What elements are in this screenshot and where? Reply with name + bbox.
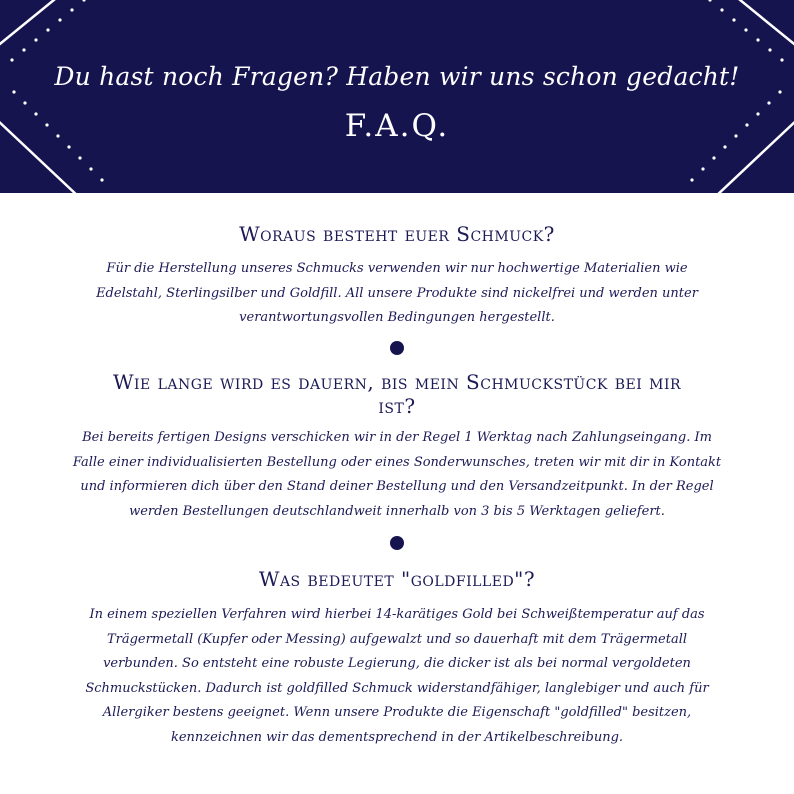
banner-subtitle: Du hast noch Fragen? Haben wir uns schon gedacht! xyxy=(54,62,740,91)
separator-dot xyxy=(390,536,404,550)
banner-ornament-lines xyxy=(0,0,794,193)
separator-dot xyxy=(390,341,404,355)
faq-question-2: Wie lange wird es dauern, bis mein Schmuckstück bei mir ist? xyxy=(112,370,682,418)
faq-answer-2: Bei bereits fertigen Designs verschicken wir in der Regel 1 Werktag nach Zahlungseingang. Im Falle einer individualisierten Bestellung oder eines Sonderwunsches, treten wir mit dir in Kontakt und informieren dich über den Stand deiner Bestellung und den Versandzeitpunkt. In der Regel werden Bestellungen deutschlandweit innerhalb von 3 bis 5 Werktagen geliefert. xyxy=(72,430,722,519)
faq-header-banner xyxy=(0,0,794,193)
page-title: F.A.Q. xyxy=(344,108,450,144)
faq-answer-3: In einem speziellen Verfahren wird hierbei 14-karätiges Gold bei Schweißtemperatur auf das Trägermetall (Kupfer oder Messing) aufgewalzt und so dauerhaft mit dem Trägermetall verbunden. So entsteht eine robuste Legierung, die dicker ist als bei normal vergoldeten Schmuckstücken. Dadurch ist goldfilled Schmuck widerstandfähiger, langlebiger und auch für Allergiker bestens geeignet. Wenn unsere Produkte die Eigenschaft "goldfilled" besitzen, kennzeichnen wir das dementsprechend in der Artikelbeschreibung. xyxy=(85,607,709,745)
faq-question-1: Woraus besteht euer Schmuck? xyxy=(239,222,555,246)
faq-question-3: Was bedeutet "goldfilled"? xyxy=(258,567,536,591)
faq-answer-1: Für die Herstellung unseres Schmucks verwenden wir nur hochwertige Materialien wie Edelstahl, Sterlingsilber und Goldfill. All unsere Produkte sind nickelfrei und werden unter verantwortungsvollen Bedingungen hergestellt. xyxy=(96,261,698,325)
